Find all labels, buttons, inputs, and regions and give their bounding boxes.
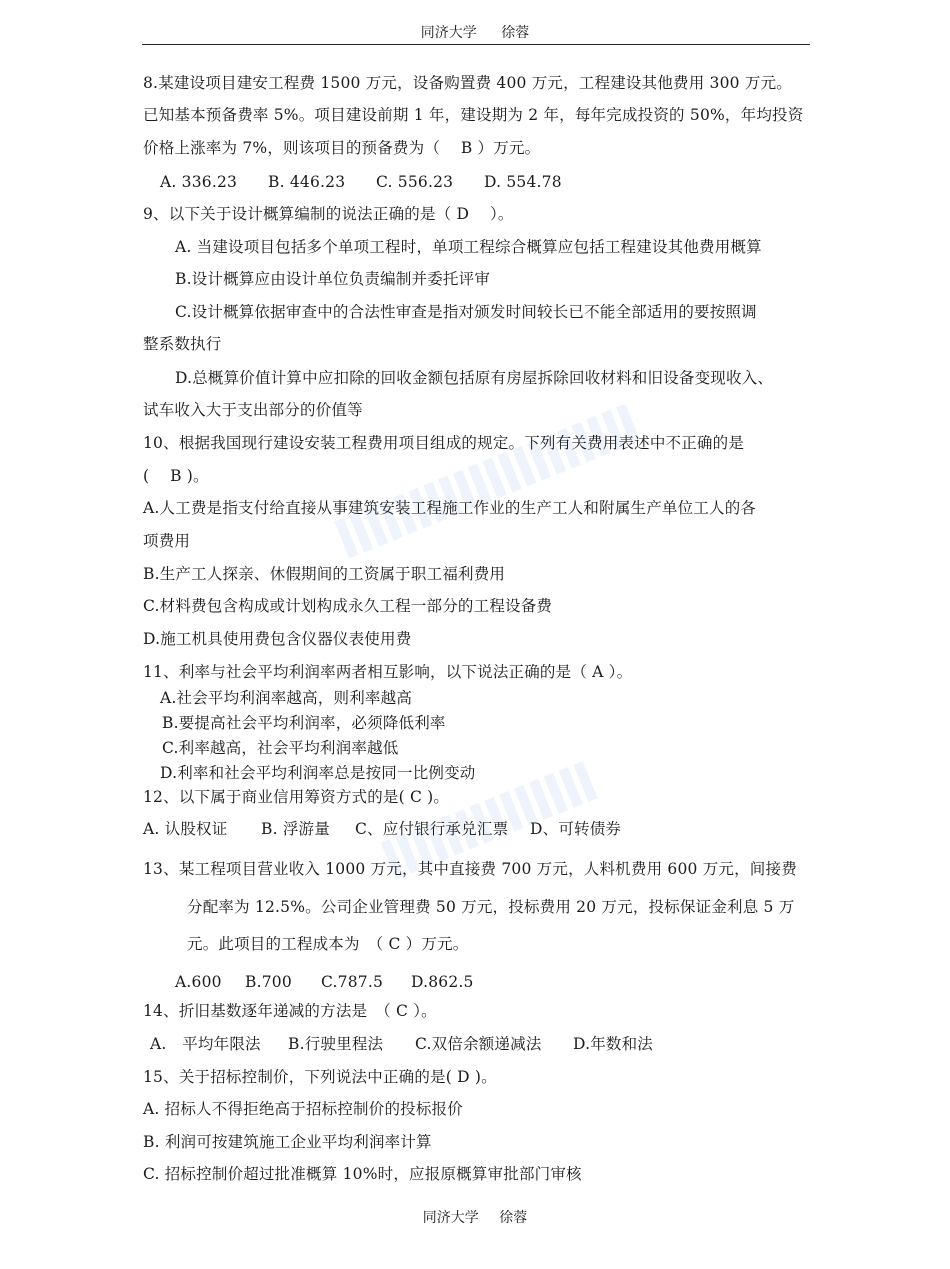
q14-option-c: C.双倍余额递减法 bbox=[415, 1035, 542, 1053]
q9-option-a: A. 当建设项目包括多个单项工程时，单项工程综合概算应包括工程建设其他费用概算 bbox=[175, 238, 762, 256]
q10-option-b: B.生产工人探亲、休假期间的工资属于职工福利费用 bbox=[143, 565, 506, 583]
q9-stem: 9、以下关于设计概算编制的说法正确的是（ D ）。 bbox=[143, 205, 514, 223]
q15-stem: 15、关于招标控制价，下列说法中正确的是( D )。 bbox=[143, 1068, 497, 1086]
q13-line-2: 分配率为 12.5%。公司企业管理费 50 万元，投标费用 20 万元，投标保证金利息 5 万 bbox=[187, 898, 795, 916]
page-header bbox=[0, 22, 950, 42]
header-school: 同济大学 bbox=[420, 25, 477, 41]
q8-line-3: 价格上涨率为 7%，则该项目的预备费为（ B ）万元。 bbox=[143, 139, 541, 157]
q14-options bbox=[150, 1034, 653, 1054]
q12-stem: 12、以下属于商业信用筹资方式的是( C )。 bbox=[143, 788, 450, 806]
q12-options bbox=[143, 819, 621, 839]
q14-stem: 14、折旧基数逐年递减的方法是 （ C ）。 bbox=[143, 1002, 437, 1020]
q10-option-d: D.施工机具使用费包含仪器仪表使用费 bbox=[143, 630, 412, 648]
q13-option-d: D.862.5 bbox=[411, 973, 474, 991]
header-rule bbox=[142, 44, 810, 45]
q12-option-c: C、应付银行承兑汇票 bbox=[355, 820, 509, 838]
q9-option-c-cont: 整系数执行 bbox=[143, 335, 222, 353]
q9-option-d: D.总概算价值计算中应扣除的回收金额包括原有房屋拆除回收材料和旧设备变现收入、 bbox=[175, 369, 774, 387]
q11-option-b: B.要提高社会平均利润率，必须降低利率 bbox=[162, 714, 446, 732]
q15-option-a: A. 招标人不得拒绝高于招标控制价的投标报价 bbox=[143, 1100, 463, 1118]
q15-option-c: C. 招标控制价超过批准概算 10%时，应报原概算审批部门审核 bbox=[143, 1165, 582, 1183]
q8-line-1: 8.某建设项目建安工程费 1500 万元，设备购置费 400 万元，工程建设其他费用 300 万元。 bbox=[143, 74, 792, 92]
q11-option-d: D.利率和社会平均利润率总是按同一比例变动 bbox=[160, 764, 476, 782]
q13-line-3: 元。此项目的工程成本为 （ C ）万元。 bbox=[187, 935, 469, 953]
q10-option-a: A.人工费是指支付给直接从事建筑安装工程施工作业的生产工人和附属生产单位工人的各 bbox=[143, 499, 757, 517]
q8-option-b: B. 446.23 bbox=[268, 173, 346, 191]
q14-option-a: A. 平均年限法 bbox=[150, 1035, 261, 1053]
q8-option-c: C. 556.23 bbox=[376, 173, 454, 191]
q14-option-d: D.年数和法 bbox=[573, 1035, 654, 1053]
q15-option-b: B. 利润可按建筑施工企业平均利润率计算 bbox=[143, 1133, 432, 1151]
q11-option-a: A.社会平均利润率越高，则利率越高 bbox=[160, 689, 413, 707]
q13-option-a: A.600 bbox=[175, 973, 222, 991]
q10-stem: 10、根据我国现行建设安装工程费用项目组成的规定。下列有关费用表述中不正确的是 bbox=[143, 434, 745, 452]
watermark bbox=[334, 402, 646, 559]
q12-option-b: B. 浮游量 bbox=[261, 820, 330, 838]
q13-options bbox=[175, 972, 474, 992]
q10-option-a-cont: 项费用 bbox=[143, 532, 191, 550]
page-footer bbox=[0, 1207, 950, 1227]
q11-stem: 11、利率与社会平均利润率两者相互影响，以下说法正确的是（ A ）。 bbox=[143, 663, 633, 681]
footer-author: 徐蓉 bbox=[499, 1210, 528, 1226]
q14-option-b: B.行驶里程法 bbox=[288, 1035, 384, 1053]
q8-option-d: D. 554.78 bbox=[484, 173, 562, 191]
q13-option-b: B.700 bbox=[245, 973, 292, 991]
q12-option-d: D、可转债券 bbox=[530, 820, 622, 838]
q11-option-c: C.利率越高，社会平均利润率越低 bbox=[162, 739, 399, 757]
q9-option-b: B.设计概算应由设计单位负责编制并委托评审 bbox=[175, 270, 491, 288]
q10-option-c: C.材料费包含构成或计划构成永久工程一部分的工程设备费 bbox=[143, 597, 553, 615]
q13-option-c: C.787.5 bbox=[321, 973, 384, 991]
q9-option-d-cont: 试车收入大于支出部分的价值等 bbox=[143, 401, 363, 419]
q12-option-a: A. 认股权证 bbox=[143, 820, 228, 838]
footer-school: 同济大学 bbox=[422, 1210, 479, 1226]
header-author: 徐蓉 bbox=[501, 25, 530, 41]
q10-answer: ( B )。 bbox=[143, 467, 209, 485]
q8-options bbox=[160, 172, 562, 192]
q13-line-1: 13、某工程项目营业收入 1000 万元，其中直接费 700 万元，人料机费用 600 万元，间接费 bbox=[143, 860, 797, 878]
q8-line-2: 已知基本预备费率 5%。项目建设前期 1 年，建设期为 2 年，每年完成投资的 50%，年均投资 bbox=[143, 106, 804, 124]
q9-option-c: C.设计概算依据审查中的合法性审查是指对颁发时间较长已不能全部适用的要按照调 bbox=[175, 303, 757, 321]
q8-option-a: A. 336.23 bbox=[160, 173, 238, 191]
